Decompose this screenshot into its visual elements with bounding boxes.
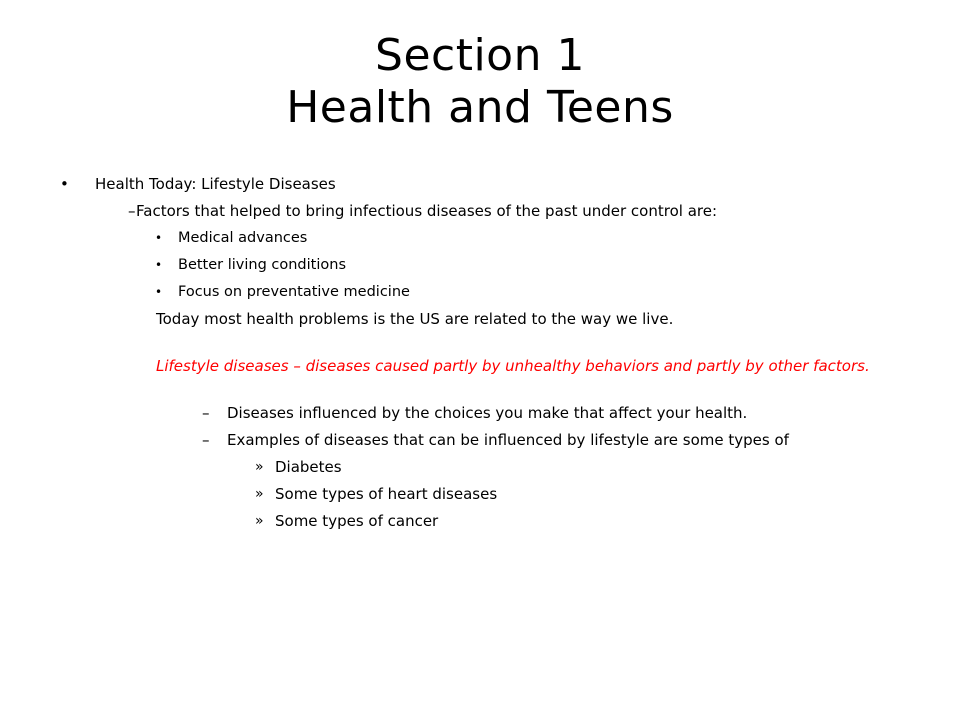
chevron-marker: » — [255, 459, 264, 475]
bullet-marker: • — [155, 285, 163, 299]
sub-point-item — [60, 404, 900, 431]
example-text: Some types of cancer — [275, 512, 439, 530]
bullet-marker: • — [155, 258, 163, 272]
factors-intro-text: Factors that helped to bring infectious diseases of the past under control are: — [136, 202, 718, 220]
factor-text: Focus on preventative medicine — [178, 284, 410, 300]
factor-item — [60, 283, 900, 310]
example-text: Diabetes — [275, 458, 342, 476]
sub-point-item — [60, 431, 900, 458]
example-item — [60, 485, 900, 512]
dash-marker: – — [202, 404, 210, 422]
factor-text: Better living conditions — [178, 257, 346, 273]
factor-text: Medical advances — [178, 230, 308, 246]
dash-marker: – — [128, 202, 136, 220]
dash-marker: – — [202, 431, 210, 449]
topic-text: Health Today: Lifestyle Diseases — [95, 175, 336, 193]
title-line-1: Section 1 — [375, 30, 585, 81]
definition-item — [60, 357, 900, 404]
factors-intro-item — [60, 202, 900, 229]
sub-point-text: Diseases influenced by the choices you make that affect your health. — [227, 404, 748, 422]
chevron-marker: » — [255, 513, 264, 529]
example-item — [60, 512, 900, 539]
factor-item — [60, 229, 900, 256]
today-note-item — [60, 310, 900, 357]
title-line-2: Health and Teens — [286, 82, 674, 133]
example-item — [60, 458, 900, 485]
topic-item — [60, 175, 900, 202]
definition-text: Lifestyle diseases – diseases caused partly by unhealthy behaviors and partly by other factors. — [156, 357, 870, 375]
bullet-marker: • — [155, 231, 163, 245]
example-text: Some types of heart diseases — [275, 485, 498, 503]
today-note-text: Today most health problems is the US are related to the way we live. — [156, 310, 674, 328]
chevron-marker: » — [255, 486, 264, 502]
sub-point-text: Examples of diseases that can be influenced by lifestyle are some types of — [227, 431, 789, 449]
slide-body — [60, 175, 900, 539]
factor-item — [60, 256, 900, 283]
slide-title — [0, 30, 960, 134]
bullet-marker: • — [60, 175, 69, 193]
